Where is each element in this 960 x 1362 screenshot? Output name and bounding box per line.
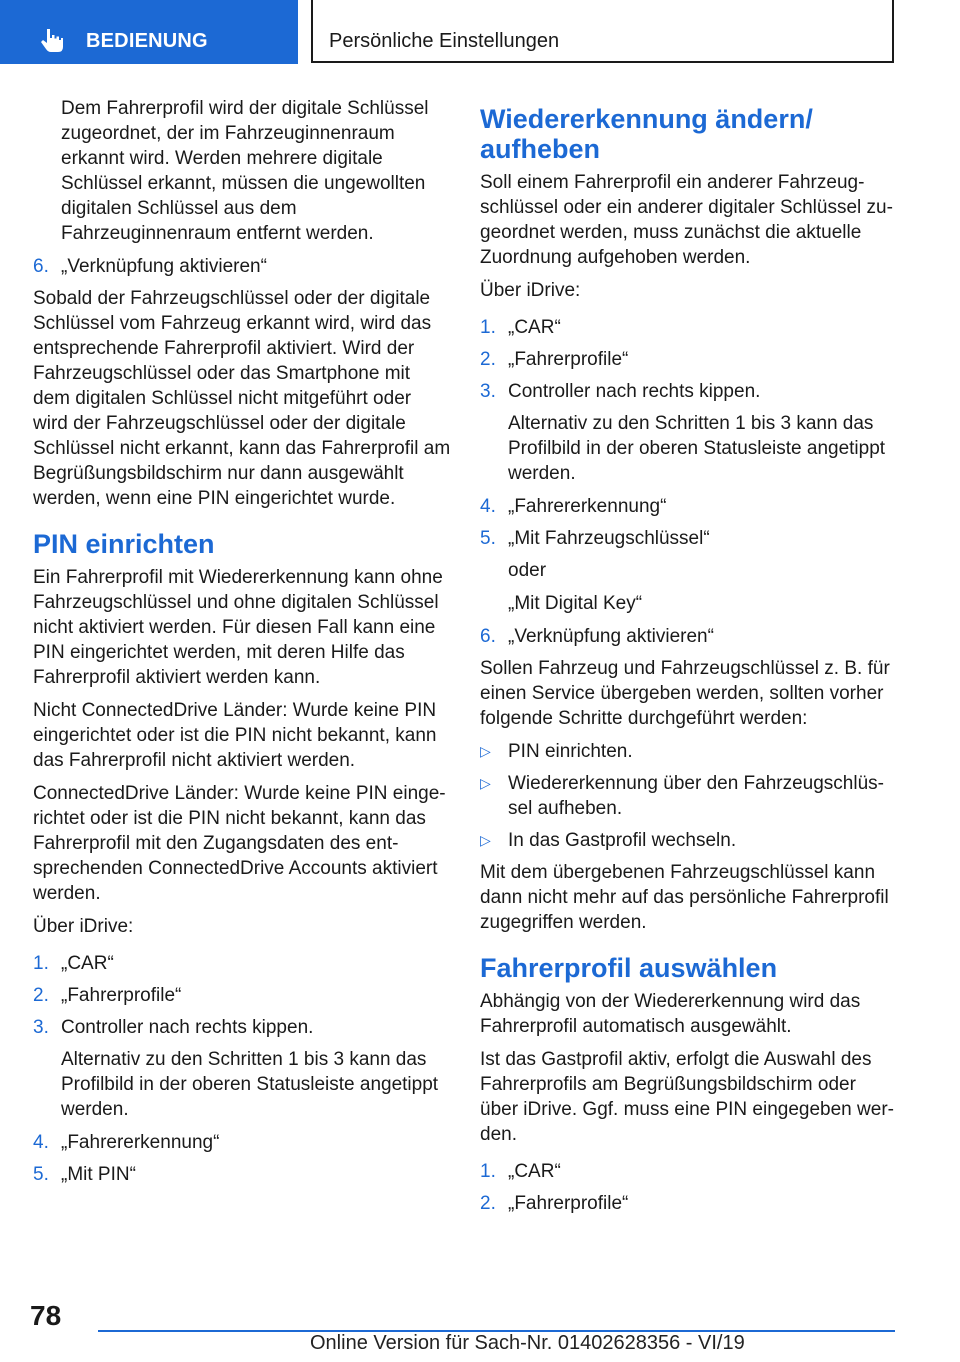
list-text: „CAR“ [61,953,114,974]
chapter-box [311,0,894,63]
intro-paragraph: Dem Fahrerprofil wird der digitale Schlüssel zugeordnet, der im Fahrzeuginnenraum erkannt wird. Werden mehrere digitale Schlüssel erkannt, müssen die ungewollten digitalen Schlüssel aus dem Fahrzeuginnenraum entfernt werden. [61,98,429,244]
list-number: 1. [480,317,496,338]
list-item [480,1159,898,1184]
paragraph: Abhängig von der Wiedererkennung wird das Fahrerprofil automatisch ausgewählt. [480,991,861,1037]
chapter-title: Persönliche Einstellungen [329,30,560,52]
right-column [480,104,898,1223]
step-alternative: „Mit Digital Key“ [508,593,643,614]
list-text: Controller nach rechts kippen. [508,381,761,402]
list-item [480,624,898,649]
page-number: 78 [30,1300,62,1331]
list-item [33,1162,451,1187]
list-text: „Fahrerprofile“ [508,1193,629,1214]
list-item [33,983,451,1008]
paragraph: Mit dem übergebenen Fahrzeugschlüssel kann dann nicht mehr auf das persönliche Fahrerprofil zugegriffen werden. [480,862,889,933]
triangle-bullet-icon: ▷ [480,775,491,791]
list-number: 2. [480,349,496,370]
list-item [33,1130,451,1155]
list-text: „Fahrerprofile“ [508,349,629,370]
list-item [480,1191,898,1216]
list-number: 3. [480,381,496,402]
list-number: 5. [33,1164,49,1185]
list-number: 1. [33,953,49,974]
list-text: „Fahrerprofile“ [61,985,182,1006]
paragraph: Über iDrive: [480,280,581,301]
list-text: „Mit PIN“ [61,1164,136,1185]
paragraph: Nicht ConnectedDrive Länder: Wurde keine PIN eingerichtet oder ist die PIN nicht bekannt, kann das Fahrerprofil nicht aktiviert werden. [33,700,437,771]
paragraph: Ein Fahrerprofil mit Wiedererkennung kann ohne Fahrzeugschlüssel und ohne digitalen Schlüssel nicht aktiviert werden. Für diesen Fall kann eine PIN eingerichtet werden, mit deren Hilfe das Fahrerprofil aktiviert werden kann. [33,567,443,688]
step-note: Alternativ zu den Schritten 1 bis 3 kann das Profilbild in der oberen Statusleiste angetippt werden. [61,1049,439,1120]
list-item [480,526,898,551]
list-text: „CAR“ [508,1161,561,1182]
paragraph: Sobald der Fahrzeugschlüssel oder der digitale Schlüssel vom Fahrzeug erkannt wird, wird das entsprechende Fahrerprofil aktiviert. Wird der Fahrzeugschlüssel oder das Smartphone mit dem digitalen Schlüssel nicht mitgeführt oder wird der Fahrzeugschlüssel oder der digitale Schlüssel nicht erkannt, kann das Fahrerprofil am Begrüßungsbildschirm nur dann ausgewählt werden, wenn eine PIN eingerichtet wurde. [33,288,451,509]
list-number: 2. [480,1193,496,1214]
list-text: Controller nach rechts kippen. [61,1017,314,1038]
section-heading: Wiedererkennung ändern/ aufheben [480,104,813,164]
list-number: 4. [480,496,496,517]
triangle-bullet-icon: ▷ [480,832,491,848]
footer-online-version: Online Version für Sach-Nr. 01402628356 - VI/19 [310,1332,745,1354]
hand-pointer-icon [38,26,66,54]
list-number: 2. [33,985,49,1006]
list-item [480,315,898,340]
step-or: oder [508,560,547,581]
list-number: 4. [33,1132,49,1153]
list-text: „Fahrererkennung“ [61,1132,220,1153]
list-number: 6. [33,256,49,277]
triangle-bullet-icon: ▷ [480,743,491,759]
paragraph: Sollen Fahrzeug und Fahrzeugschlüssel z. B. für einen Service übergeben werden, sollten vorher folgende Schritte durchgeführt werden: [480,658,890,729]
list-item [33,1015,451,1040]
list-text: „CAR“ [508,317,561,338]
section-heading: PIN einrichten [33,529,215,559]
list-text: „Verknüpfung aktivieren“ [508,626,714,647]
bullet-text: PIN einrichten. [508,741,633,762]
list-number: 6. [480,626,496,647]
list-item [33,254,451,279]
list-item [33,951,451,976]
section-label: BEDIENUNG [86,30,208,52]
paragraph: ConnectedDrive Länder: Wurde keine PIN eingerichtet oder ist die PIN nicht bekannt, kann das Fahrerprofil mit den Zugangsdaten des entsprechenden ConnectedDrive Accounts aktiviert werden. [33,783,446,904]
bullet-text: In das Gastprofil wechseln. [508,830,737,851]
left-column [33,96,451,1194]
list-text: „Mit Fahrzeugschlüssel“ [508,528,710,549]
list-number: 5. [480,528,496,549]
list-number: 1. [480,1161,496,1182]
bullet-item [480,828,898,853]
step-note: Alternativ zu den Schritten 1 bis 3 kann das Profilbild in der oberen Statusleiste angetippt werden. [508,413,886,484]
list-item [480,494,898,519]
list-item [480,347,898,372]
section-tab [0,0,298,64]
list-text: „Fahrererkennung“ [508,496,667,517]
page-header [0,0,960,66]
paragraph: Soll einem Fahrerprofil ein anderer Fahrzeugschlüssel oder ein anderer digitaler Schlüssel zugeordnet werden, muss zunächst die aktuelle Zuordnung aufgehoben werden. [480,172,893,268]
list-number: 3. [33,1017,49,1038]
list-text: „Verknüpfung aktivieren“ [61,256,267,277]
bullet-item [480,739,898,764]
list-item [480,379,898,404]
bullet-item [480,771,898,821]
paragraph: Über iDrive: [33,916,134,937]
paragraph: Ist das Gastprofil aktiv, erfolgt die Auswahl des Fahrerprofils am Begrüßungsbildschirm oder über iDrive. Ggf. muss eine PIN eingegeben werden. [480,1049,894,1145]
section-heading: Fahrerprofil auswählen [480,953,778,983]
bullet-text: Wiedererkennung über den Fahrzeugschlüssel aufheben. [508,773,884,819]
